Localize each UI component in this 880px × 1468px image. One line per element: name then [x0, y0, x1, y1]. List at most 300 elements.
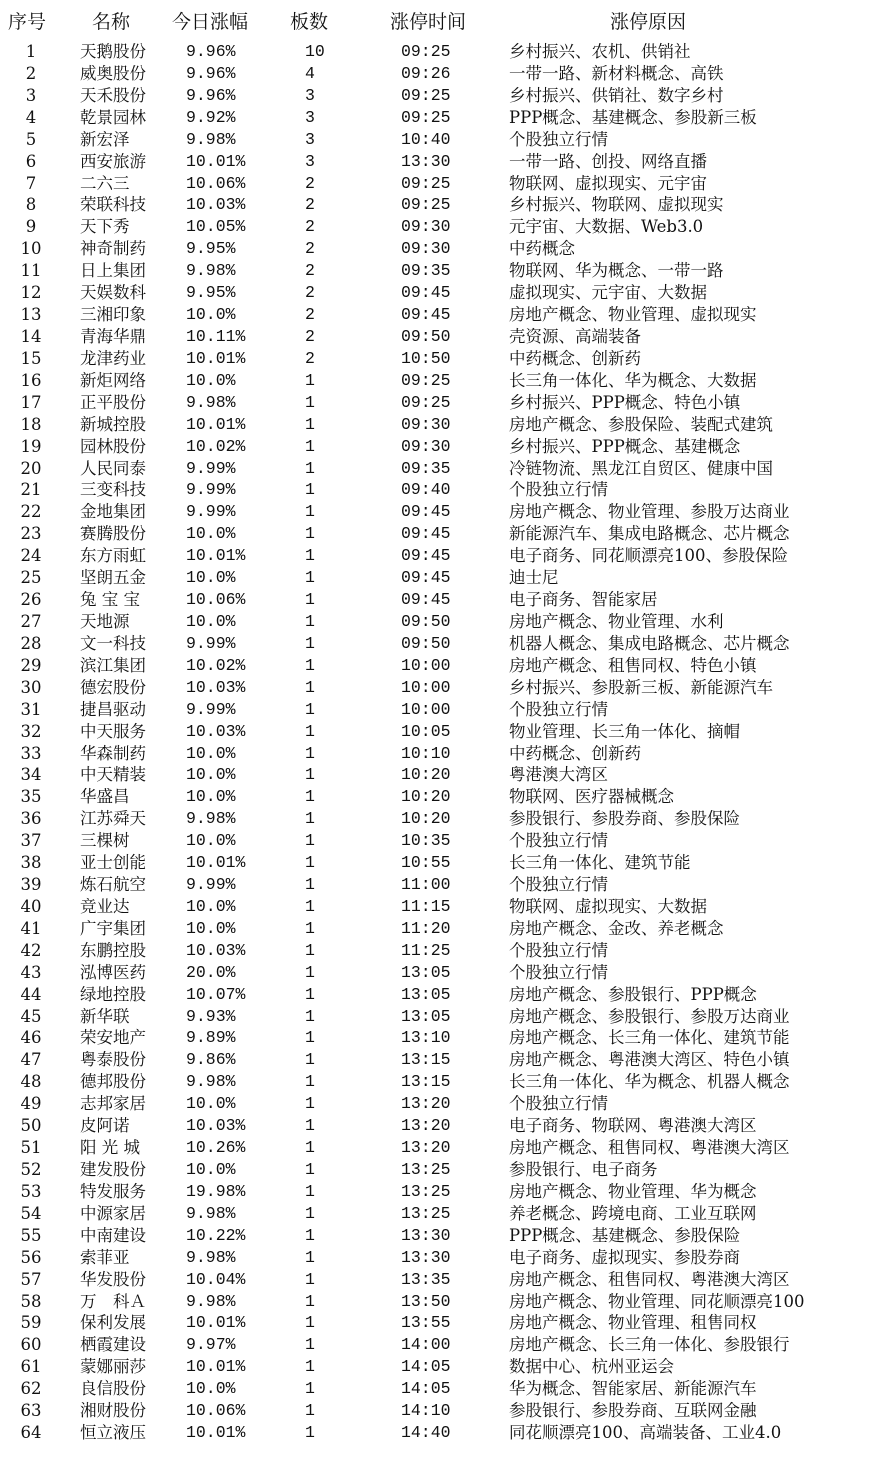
board-count: 1 — [305, 1225, 315, 1245]
board-count: 1 — [305, 633, 315, 653]
limit-up-reason: 乡村振兴、供销社、数字乡村 — [509, 85, 724, 105]
change-percent: 10.03% — [186, 721, 246, 741]
limit-up-time: 10:55 — [401, 853, 451, 873]
row-index: 5 — [25, 129, 37, 149]
limit-up-reason: 乡村振兴、农机、供销社 — [509, 42, 691, 61]
board-count: 1 — [305, 655, 315, 675]
board-count: 1 — [305, 677, 315, 697]
header-name: 名称 — [92, 11, 131, 33]
row-index: 52 — [20, 1160, 42, 1180]
limit-up-reason: 房地产概念、物业管理、华为概念 — [509, 1181, 757, 1201]
row-index: 62 — [20, 1379, 42, 1399]
board-count: 4 — [305, 63, 315, 83]
limit-up-reason: 新能源汽车、集成电路概念、芯片概念 — [509, 524, 790, 544]
table-row — [0, 260, 880, 282]
change-percent: 9.98% — [186, 1291, 236, 1311]
stock-name: 威奥股份 — [80, 63, 146, 83]
limit-up-time: 09:30 — [401, 436, 451, 456]
limit-up-reason: 中药概念、创新药 — [509, 743, 641, 763]
limit-up-time: 14:05 — [401, 1379, 451, 1399]
row-index: 19 — [20, 436, 42, 456]
board-count: 1 — [305, 918, 315, 938]
board-count: 1 — [305, 1072, 315, 1092]
limit-up-time: 09:40 — [401, 480, 451, 500]
limit-up-time: 09:45 — [401, 568, 451, 588]
row-index: 45 — [20, 1006, 42, 1026]
limit-up-reason: 参股银行、参股券商、参股保险 — [509, 809, 740, 829]
board-count: 1 — [305, 480, 315, 500]
stock-name: 华发股份 — [80, 1269, 146, 1289]
row-index: 39 — [20, 875, 42, 895]
row-index: 32 — [20, 721, 42, 741]
stock-name: 广宇集团 — [80, 918, 146, 938]
stock-name: 阳 光 城 — [80, 1138, 140, 1158]
table-row — [0, 940, 880, 962]
change-percent: 10.0% — [186, 787, 236, 807]
change-percent: 20.0% — [186, 962, 236, 982]
limit-up-reason: 壳资源、高端装备 — [509, 326, 641, 346]
table-row — [0, 41, 880, 63]
change-percent: 10.06% — [186, 590, 246, 610]
table-row — [0, 85, 880, 107]
table-row — [0, 764, 880, 786]
change-percent: 9.93% — [186, 1006, 236, 1026]
limit-up-reason: 中药概念、创新药 — [509, 348, 641, 368]
board-count: 1 — [305, 940, 315, 960]
limit-up-reason: 房地产概念、长三角一体化、参股银行 — [509, 1335, 790, 1355]
row-index: 64 — [20, 1423, 42, 1443]
table-row — [0, 1049, 880, 1071]
limit-up-reason: 物业管理、长三角一体化、摘帽 — [509, 721, 740, 741]
table-row — [0, 1378, 880, 1400]
stock-name: 天下秀 — [80, 217, 130, 237]
row-index: 7 — [25, 173, 37, 193]
stock-name: 中天服务 — [80, 721, 146, 741]
limit-up-time: 09:50 — [401, 326, 451, 346]
limit-up-reason: 房地产概念、物业管理、同花顺漂亮100 — [509, 1291, 805, 1311]
limit-up-time: 13:35 — [401, 1269, 451, 1289]
limit-up-time: 09:25 — [401, 173, 451, 193]
stock-name: 绿地控股 — [80, 984, 146, 1004]
limit-up-time: 09:50 — [401, 611, 451, 631]
change-percent: 10.06% — [186, 173, 246, 193]
limit-up-time: 09:30 — [401, 217, 451, 237]
limit-up-time: 09:25 — [401, 107, 451, 127]
board-count: 1 — [305, 1160, 315, 1180]
change-percent: 10.06% — [186, 1401, 246, 1421]
stock-name: 荣联科技 — [80, 195, 146, 215]
board-count: 2 — [305, 326, 315, 346]
limit-up-reason: 元宇宙、大数据、Web3.0 — [509, 217, 704, 237]
row-index: 2 — [25, 63, 37, 83]
table-row — [0, 1115, 880, 1137]
limit-up-time: 13:25 — [401, 1160, 451, 1180]
limit-up-time: 10:40 — [401, 129, 451, 149]
stock-name: 亚士创能 — [80, 853, 146, 873]
table-row — [0, 173, 880, 195]
board-count: 1 — [305, 831, 315, 851]
limit-up-reason: 房地产概念、参股银行、PPP概念 — [509, 984, 757, 1004]
table-row — [0, 589, 880, 611]
stock-name: 德宏股份 — [80, 677, 146, 697]
stock-name: 东方雨虹 — [80, 546, 146, 566]
row-index: 30 — [20, 677, 42, 697]
stock-name: 泓博医药 — [80, 962, 146, 982]
stock-name: 中南建设 — [80, 1225, 146, 1245]
board-count: 1 — [305, 721, 315, 741]
limit-up-time: 14:00 — [401, 1335, 451, 1355]
stock-name: 良信股份 — [80, 1379, 146, 1399]
row-index: 40 — [20, 896, 42, 916]
row-index: 24 — [20, 546, 42, 566]
row-index: 38 — [20, 853, 42, 873]
row-index: 55 — [20, 1225, 42, 1245]
change-percent: 19.98% — [186, 1181, 246, 1201]
board-count: 2 — [305, 217, 315, 237]
table-row — [0, 1027, 880, 1049]
limit-up-reason: PPP概念、基建概念、参股保险 — [509, 1225, 741, 1245]
limit-up-time: 09:50 — [401, 633, 451, 653]
table-row — [0, 1225, 880, 1247]
row-index: 6 — [25, 151, 37, 171]
row-index: 27 — [20, 611, 42, 631]
limit-up-reason: 中药概念 — [509, 239, 575, 259]
stock-name: 新宏泽 — [80, 129, 130, 149]
header-boards: 板数 — [290, 11, 329, 33]
change-percent: 10.0% — [186, 524, 236, 544]
table-row — [0, 633, 880, 655]
limit-up-reason: 物联网、虚拟现实、元宇宙 — [509, 173, 707, 193]
table-row — [0, 1334, 880, 1356]
stock-name: 德邦股份 — [80, 1072, 146, 1092]
row-index: 58 — [20, 1291, 42, 1311]
table-row — [0, 1247, 880, 1269]
stock-name: 天禾股份 — [80, 85, 146, 105]
row-index: 25 — [20, 568, 42, 588]
change-percent: 10.0% — [186, 896, 236, 916]
limit-up-reason: 物联网、医疗器械概念 — [509, 787, 674, 807]
row-index: 9 — [25, 217, 37, 237]
limit-up-time: 09:25 — [401, 370, 451, 390]
limit-up-reason: 一带一路、创投、网络直播 — [509, 151, 707, 171]
stock-name: 新城控股 — [80, 414, 146, 434]
row-index: 43 — [20, 962, 42, 982]
table-row — [0, 721, 880, 743]
stock-name: 华盛昌 — [80, 787, 130, 807]
stock-name: 保利发展 — [80, 1313, 146, 1333]
row-index: 50 — [20, 1116, 42, 1136]
limit-up-time: 13:05 — [401, 962, 451, 982]
limit-up-time: 10:50 — [401, 348, 451, 368]
table-row — [0, 1312, 880, 1334]
row-index: 53 — [20, 1181, 42, 1201]
stock-name: 江苏舜天 — [80, 809, 146, 829]
table-row — [0, 304, 880, 326]
limit-up-time: 09:30 — [401, 239, 451, 259]
stock-name: 中源家居 — [80, 1203, 146, 1223]
limit-up-time: 13:30 — [401, 151, 451, 171]
table-row — [0, 1422, 880, 1444]
change-percent: 10.01% — [186, 1423, 246, 1443]
change-percent: 9.98% — [186, 392, 236, 412]
limit-up-time: 13:30 — [401, 1247, 451, 1267]
board-count: 1 — [305, 1006, 315, 1026]
limit-up-reason: 数据中心、杭州亚运会 — [509, 1357, 674, 1377]
stock-name: 正平股份 — [80, 392, 146, 412]
stock-name: 神奇制药 — [80, 239, 146, 259]
change-percent: 9.97% — [186, 1335, 236, 1355]
board-count: 1 — [305, 1138, 315, 1158]
row-index: 21 — [20, 480, 42, 500]
limit-up-reason: 房地产概念、金改、养老概念 — [509, 918, 724, 938]
limit-up-reason: 房地产概念、租售同权、粤港澳大湾区 — [509, 1138, 790, 1158]
limit-up-time: 11:20 — [401, 918, 451, 938]
limit-up-reason: 华为概念、智能家居、新能源汽车 — [509, 1379, 757, 1399]
limit-up-reason: 房地产概念、参股保险、装配式建筑 — [509, 414, 773, 434]
limit-up-time: 09:45 — [401, 305, 451, 325]
limit-up-reason: 房地产概念、物业管理、参股万达商业 — [509, 502, 790, 522]
change-percent: 10.26% — [186, 1138, 246, 1158]
change-percent: 9.99% — [186, 633, 236, 653]
limit-up-time: 13:25 — [401, 1181, 451, 1201]
row-index: 12 — [20, 283, 42, 303]
change-percent: 9.98% — [186, 1203, 236, 1223]
change-percent: 10.0% — [186, 918, 236, 938]
table-row — [0, 458, 880, 480]
change-percent: 9.96% — [186, 42, 236, 61]
board-count: 1 — [305, 502, 315, 522]
board-count: 1 — [305, 699, 315, 719]
stock-name: 二六三 — [80, 173, 130, 193]
stock-name: 金地集团 — [80, 502, 146, 522]
limit-up-reason: 机器人概念、集成电路概念、芯片概念 — [509, 633, 790, 653]
row-index: 4 — [25, 107, 37, 127]
limit-up-time: 13:20 — [401, 1094, 451, 1114]
row-index: 46 — [20, 1028, 42, 1048]
table-row — [0, 918, 880, 940]
stock-name: 栖霞建设 — [80, 1335, 146, 1355]
stock-name: 东鹏控股 — [80, 940, 146, 960]
board-count: 1 — [305, 1181, 315, 1201]
limit-up-reason: 个股独立行情 — [509, 940, 608, 960]
table-row — [0, 874, 880, 896]
board-count: 1 — [305, 853, 315, 873]
table-row — [0, 1159, 880, 1181]
stock-name: 坚朗五金 — [80, 568, 146, 588]
table-row — [0, 1356, 880, 1378]
stock-name: 中天精装 — [80, 765, 146, 785]
table-row — [0, 129, 880, 151]
limit-up-time: 14:40 — [401, 1423, 451, 1443]
stock-name: 志邦家居 — [80, 1094, 146, 1114]
limit-up-reason: 长三角一体化、华为概念、大数据 — [509, 370, 757, 390]
limit-up-time: 10:00 — [401, 655, 451, 675]
board-count: 3 — [305, 85, 315, 105]
change-percent: 9.95% — [186, 239, 236, 259]
table-row — [0, 655, 880, 677]
limit-up-reason: 粤港澳大湾区 — [509, 765, 608, 785]
table-row — [0, 743, 880, 765]
stock-name: 日上集团 — [80, 261, 146, 281]
board-count: 1 — [305, 1423, 315, 1443]
limit-up-reason: 个股独立行情 — [509, 129, 608, 149]
limit-up-reason: 乡村振兴、PPP概念、基建概念 — [509, 436, 741, 456]
table-row — [0, 414, 880, 436]
row-index: 28 — [20, 633, 42, 653]
limit-up-time: 13:50 — [401, 1291, 451, 1311]
stock-name: 荣安地产 — [80, 1028, 146, 1048]
stock-name: 天地源 — [80, 611, 130, 631]
table-row — [0, 282, 880, 304]
table-header — [0, 8, 880, 36]
limit-up-time: 09:25 — [401, 85, 451, 105]
table-row — [0, 151, 880, 173]
limit-up-reason: 房地产概念、粤港澳大湾区、特色小镇 — [509, 1050, 790, 1070]
table-row — [0, 107, 880, 129]
limit-up-time: 10:10 — [401, 743, 451, 763]
row-index: 22 — [20, 502, 42, 522]
stock-name: 恒立液压 — [80, 1423, 146, 1443]
limit-up-time: 11:15 — [401, 896, 451, 916]
limit-up-reason: 一带一路、新材料概念、高铁 — [509, 63, 724, 83]
limit-up-time: 09:45 — [401, 283, 451, 303]
change-percent: 10.0% — [186, 1379, 236, 1399]
row-index: 15 — [20, 348, 42, 368]
table-row — [0, 786, 880, 808]
board-count: 1 — [305, 524, 315, 544]
row-index: 29 — [20, 655, 42, 675]
header-change: 今日涨幅 — [172, 11, 249, 33]
limit-up-reason: 冷链物流、黑龙江自贸区、健康中国 — [509, 458, 773, 478]
stock-name: 滨江集团 — [80, 655, 146, 675]
change-percent: 10.03% — [186, 195, 246, 215]
row-index: 56 — [20, 1247, 42, 1267]
table-row — [0, 1269, 880, 1291]
change-percent: 10.05% — [186, 217, 246, 237]
table-row — [0, 567, 880, 589]
row-index: 26 — [20, 590, 42, 610]
change-percent: 9.98% — [186, 129, 236, 149]
limit-up-time: 10:35 — [401, 831, 451, 851]
limit-up-reason: 乡村振兴、PPP概念、特色小镇 — [509, 392, 741, 412]
change-percent: 10.0% — [186, 568, 236, 588]
row-index: 8 — [25, 195, 37, 215]
stock-name: 兔 宝 宝 — [80, 590, 140, 610]
stock-name: 索菲亚 — [80, 1247, 130, 1267]
limit-up-reason: 个股独立行情 — [509, 699, 608, 719]
table-row — [0, 370, 880, 392]
table-row — [0, 962, 880, 984]
change-percent: 10.0% — [186, 743, 236, 763]
board-count: 1 — [305, 984, 315, 1004]
board-count: 1 — [305, 896, 315, 916]
change-percent: 10.0% — [186, 1160, 236, 1180]
stock-name: 建发股份 — [80, 1160, 146, 1180]
table-row — [0, 194, 880, 216]
limit-up-time: 10:20 — [401, 787, 451, 807]
table-row — [0, 808, 880, 830]
row-index: 51 — [20, 1138, 42, 1158]
change-percent: 10.01% — [186, 151, 246, 171]
stock-name: 华森制药 — [80, 743, 146, 763]
stock-name: 三湘印象 — [80, 305, 146, 325]
row-index: 35 — [20, 787, 42, 807]
stock-name: 乾景园林 — [80, 107, 146, 127]
limit-up-time: 09:35 — [401, 261, 451, 281]
row-index: 14 — [20, 326, 42, 346]
limit-up-reason: 个股独立行情 — [509, 480, 608, 500]
board-count: 1 — [305, 370, 315, 390]
row-index: 60 — [20, 1335, 42, 1355]
limit-up-reason: PPP概念、基建概念、参股新三板 — [509, 107, 757, 127]
limit-up-time: 10:20 — [401, 809, 451, 829]
change-percent: 10.02% — [186, 436, 246, 456]
change-percent: 9.99% — [186, 458, 236, 478]
limit-up-time: 13:25 — [401, 1203, 451, 1223]
board-count: 1 — [305, 962, 315, 982]
row-index: 3 — [25, 85, 37, 105]
row-index: 10 — [20, 239, 42, 259]
change-percent: 10.0% — [186, 1094, 236, 1114]
table-row — [0, 1203, 880, 1225]
row-index: 36 — [20, 809, 42, 829]
table-row — [0, 896, 880, 918]
table-row — [0, 1006, 880, 1028]
board-count: 2 — [305, 348, 315, 368]
stock-name: 西安旅游 — [80, 151, 146, 171]
limit-up-reason: 长三角一体化、华为概念、机器人概念 — [509, 1072, 790, 1092]
change-percent: 9.98% — [186, 809, 236, 829]
header-limit-time: 涨停时间 — [390, 11, 467, 33]
limit-up-reason: 房地产概念、参股银行、参股万达商业 — [509, 1006, 790, 1026]
stock-name: 青海华鼎 — [80, 326, 146, 346]
board-count: 1 — [305, 611, 315, 631]
change-percent: 10.04% — [186, 1269, 246, 1289]
stock-name: 皮阿诺 — [80, 1116, 130, 1136]
stock-name: 湘财股份 — [80, 1401, 146, 1421]
stock-name: 万 科Ａ — [80, 1291, 146, 1311]
limit-up-reason: 个股独立行情 — [509, 875, 608, 895]
table-row — [0, 392, 880, 414]
change-percent: 10.0% — [186, 831, 236, 851]
board-count: 2 — [305, 283, 315, 303]
limit-up-time: 09:45 — [401, 546, 451, 566]
row-index: 59 — [20, 1313, 42, 1333]
limit-up-time: 09:45 — [401, 524, 451, 544]
limit-up-time: 13:15 — [401, 1072, 451, 1092]
board-count: 1 — [305, 1313, 315, 1333]
stock-name: 三棵树 — [80, 831, 130, 851]
change-percent: 9.99% — [186, 699, 236, 719]
board-count: 1 — [305, 392, 315, 412]
stock-name: 园林股份 — [80, 436, 146, 456]
board-count: 1 — [305, 1401, 315, 1421]
board-count: 1 — [305, 743, 315, 763]
table-row — [0, 699, 880, 721]
stock-name: 粤泰股份 — [80, 1050, 146, 1070]
stock-name: 文一科技 — [80, 633, 146, 653]
table-row — [0, 348, 880, 370]
row-index: 31 — [20, 699, 42, 719]
row-index: 54 — [20, 1203, 42, 1223]
row-index: 41 — [20, 918, 42, 938]
change-percent: 10.01% — [186, 414, 246, 434]
board-count: 1 — [305, 1028, 315, 1048]
change-percent: 9.99% — [186, 875, 236, 895]
board-count: 1 — [305, 787, 315, 807]
row-index: 57 — [20, 1269, 42, 1289]
limit-up-reason: 电子商务、同花顺漂亮100、参股保险 — [509, 546, 788, 566]
